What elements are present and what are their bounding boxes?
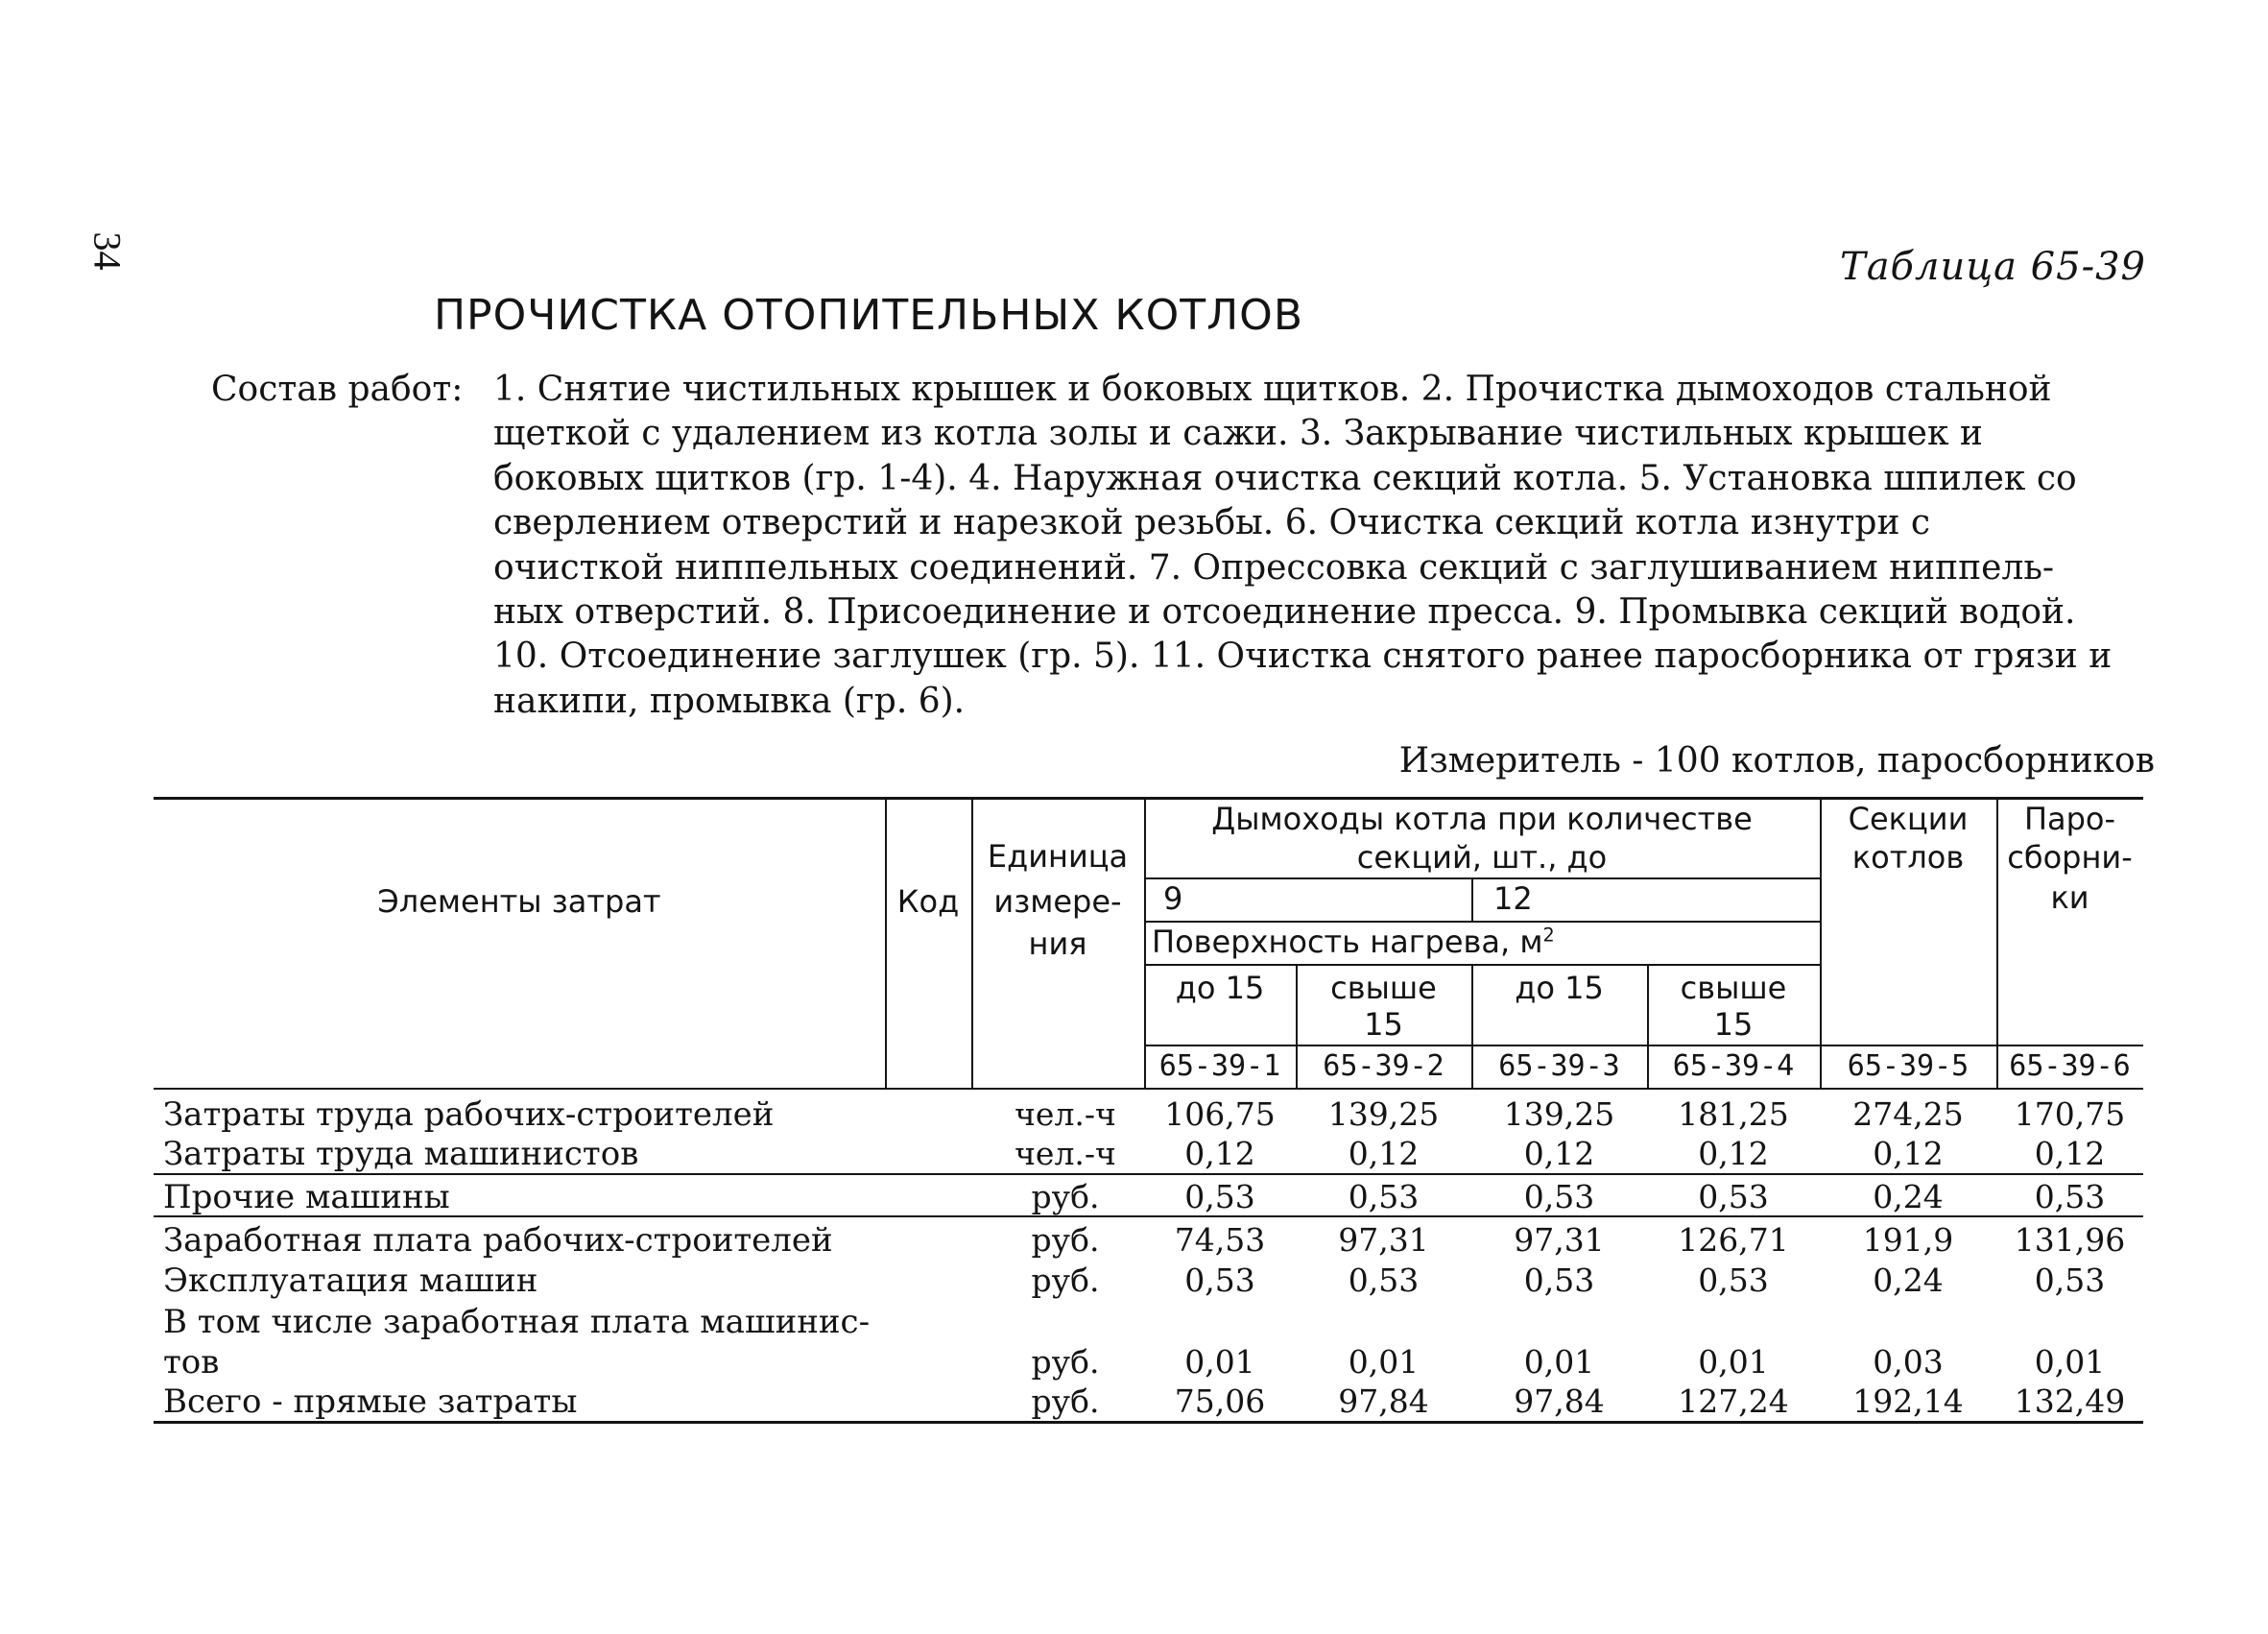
code-cell: 65-39-6 [2009,1049,2131,1083]
header-boiler-sections-line2: котлов [1851,839,1965,876]
row-unit: руб. [1031,1262,1100,1299]
header-surface-sup: 2 [1542,924,1555,947]
value-cell: 97,84 [1514,1382,1605,1420]
header-sections-12: 12 [1493,880,1533,917]
header-divider [1471,878,1473,923]
composition-line: боковых щитков (гр. 1-4). 4. Наружная очистка секций котла. 5. Установка шпилек со [493,458,2077,498]
row-unit: чел.-ч [1015,1095,1116,1133]
row-label-line1: В том числе заработная плата машинис- [163,1303,871,1341]
row-unit: руб. [1031,1178,1100,1215]
value-cell: 0,12 [1348,1135,1420,1172]
composition-line: накипи, промывка (гр. 6). [493,681,966,721]
meter-line: Измеритель - 100 котлов, паросборников [1398,741,2155,781]
value-cell: 0,53 [2034,1178,2106,1215]
value-cell: 191,9 [1862,1221,1954,1259]
value-cell: 0,53 [1348,1262,1420,1299]
header-inner-rule [1144,964,1820,966]
code-cell: 65-39-3 [1498,1049,1620,1083]
composition-line: щеткой с удалением из котла золы и сажи. 3. Закрывание чистильных крышек и [493,414,1983,454]
composition-line: сверлением отверстий и нарезкой резьбы. 6. Очистка секций котла изнутри с [493,503,1931,543]
value-cell: 0,53 [1184,1262,1255,1299]
code-cell: 65-39-2 [1323,1049,1444,1083]
header-divider [885,799,887,1089]
header-unit-line2: измере- [993,883,1122,920]
value-cell: 0,12 [1698,1135,1769,1172]
value-cell: 0,01 [1698,1343,1769,1381]
row-label: Затраты труда рабочих-строителей [163,1095,775,1134]
composition-line: 1. Снятие чистильных крышек и боковых щитков. 2. Прочистка дымоходов стальной [493,370,2052,409]
header-boiler-sections-line1: Секции [1848,801,1969,837]
value-cell: 97,31 [1338,1221,1429,1259]
row-label: Затраты труда машинистов [163,1135,639,1173]
header-sections-9: 9 [1163,880,1183,917]
header-above15-line2: 15 [1364,1006,1403,1043]
value-cell: 74,53 [1174,1221,1266,1259]
table-bottom-rule [154,1421,2143,1424]
value-cell: 0,53 [1523,1262,1595,1299]
header-upto15: до 15 [1175,970,1265,1006]
row-unit: руб. [1031,1221,1100,1259]
value-cell: 126,71 [1678,1221,1789,1259]
header-above15-line2: 15 [1713,1006,1754,1043]
table-label: Таблица 65-39 [1840,245,2146,289]
value-cell: 0,53 [1698,1262,1769,1299]
row-unit: руб. [1031,1343,1100,1381]
value-cell: 127,24 [1678,1382,1789,1420]
value-cell: 75,06 [1174,1382,1266,1420]
header-steam-line2: сборни- [2007,839,2133,876]
table-top-rule [154,797,2143,800]
composition-line: ных отверстий. 8. Присоединение и отсоединение пресса. 9. Промывка секций водой. [493,592,2076,633]
header-chimneys-line1: Дымоходы котла при количестве [1211,801,1753,837]
header-steam-line1: Паро- [2023,801,2116,837]
value-cell: 274,25 [1852,1095,1964,1133]
value-cell: 106,75 [1164,1095,1276,1133]
row-label: Эксплуатация машин [163,1262,538,1300]
row-unit: чел.-ч [1015,1135,1116,1172]
row-label: Заработная плата рабочих-строителей [163,1221,833,1260]
header-inner-rule [1144,921,1820,923]
page-title: ПРОЧИСТКА ОТОПИТЕЛЬНЫХ КОТЛОВ [433,291,1304,340]
header-chimneys-line2: секций, шт., до [1356,839,1608,876]
code-cell: 65-39-4 [1672,1049,1795,1083]
header-steam-line3: ки [2050,879,2089,916]
header-unit-line3: ния [1028,925,1087,962]
value-cell: 0,24 [1873,1178,1944,1215]
value-cell: 0,53 [1348,1178,1420,1215]
value-cell: 0,53 [1698,1178,1769,1215]
value-cell: 0,12 [2034,1135,2106,1172]
composition-label: Состав работ: [211,370,464,409]
value-cell: 97,84 [1338,1382,1429,1420]
value-cell: 131,96 [2014,1221,2126,1259]
value-cell: 0,53 [1184,1178,1255,1215]
header-above15-line1: свыше [1680,970,1787,1006]
row-rule [154,1173,2143,1175]
header-inner-rule [1144,1045,2143,1046]
value-cell: 132,49 [2014,1382,2126,1420]
value-cell: 0,53 [2034,1262,2106,1299]
composition-line: 10. Отсоединение заглушек (гр. 5). 11. Очистка снятого ранее паросборника от грязи и [493,637,2113,677]
value-cell: 0,53 [1523,1178,1595,1215]
value-cell: 0,24 [1873,1262,1944,1299]
code-cell: 65-39-1 [1158,1049,1281,1083]
row-unit: руб. [1031,1382,1100,1420]
value-cell: 139,25 [1503,1095,1615,1133]
value-cell: 0,03 [1873,1343,1944,1381]
composition-text [493,368,2163,724]
header-upto15: до 15 [1515,970,1604,1006]
page-number: 34 [85,231,130,271]
header-inner-rule [1144,877,1820,879]
code-cell: 65-39-5 [1847,1049,1970,1083]
header-surface-text: Поверхность нагрева, м [1152,924,1543,960]
header-surface [1152,924,1555,960]
value-cell: 192,14 [1852,1382,1964,1420]
header-code: Код [896,883,960,920]
header-above15-line1: свыше [1330,970,1437,1006]
value-cell: 139,25 [1327,1095,1440,1133]
value-cell: 0,01 [1184,1343,1255,1381]
value-cell: 0,01 [2034,1343,2106,1381]
row-label: тов [163,1343,220,1382]
value-cell: 0,12 [1184,1135,1255,1172]
value-cell: 0,12 [1873,1135,1944,1172]
value-cell: 0,01 [1348,1343,1420,1381]
row-label: Всего - прямые затраты [163,1382,578,1421]
value-cell: 181,25 [1678,1095,1789,1133]
composition-line: очисткой ниппельных соединений. 7. Опрессовка секций с заглушиванием ниппель- [493,547,2055,588]
value-cell: 170,75 [2014,1095,2126,1133]
row-label: Прочие машины [163,1178,450,1216]
header-elements: Элементы затрат [377,883,661,920]
value-cell: 97,31 [1514,1221,1605,1259]
header-bottom-rule [154,1088,2143,1090]
value-cell: 0,12 [1523,1135,1595,1172]
value-cell: 0,01 [1523,1343,1595,1381]
header-unit-line1: Единица [987,838,1129,875]
